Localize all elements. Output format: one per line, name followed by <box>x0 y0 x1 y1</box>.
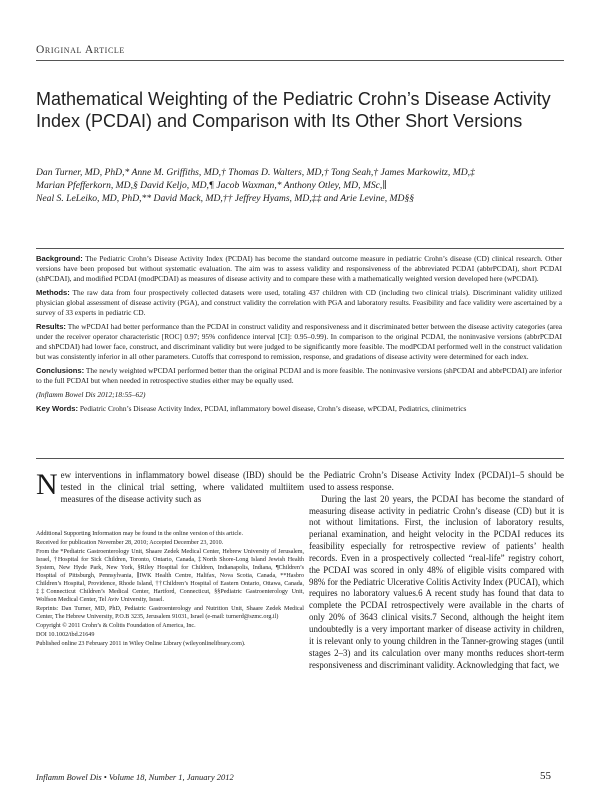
abstract-bottom-rule <box>36 458 564 459</box>
section-label: Original Article <box>36 44 125 56</box>
abstract-heading: Methods: <box>36 288 70 297</box>
keywords-text: Pediatric Crohn’s Disease Activity Index, PCDAI, inflammatory bowel disease, Crohn’s disease, wPCDAI, Pediatrics, clinimetrics <box>79 404 467 413</box>
abstract-methods <box>36 288 562 318</box>
abstract-heading: Background: <box>36 254 83 263</box>
keywords-heading: Key Words: <box>36 404 79 413</box>
abstract-top-rule <box>36 248 564 249</box>
footnote: Additional Supporting Information may be found in the online version of this article. <box>36 531 243 537</box>
intro-paragraph <box>36 470 304 506</box>
body-right-column <box>309 470 564 671</box>
body-paragraph: the Pediatric Crohn’s Disease Activity Index (PCDAI)1–5 should be used to assess response. <box>309 470 564 492</box>
page-number: 55 <box>540 770 551 782</box>
journal-citation: (Inflamm Bowel Dis 2012;18:55–62) <box>36 390 146 399</box>
footnotes <box>36 530 304 649</box>
abstract-results <box>36 322 562 362</box>
abstract-text: The wPCDAI had better performance than the PCDAI in construct validity and responsiveness and it discriminated better between the disease activity categories (area under the receiver operator characteristic [ROC] 0.97; 95% confidence interval [CI]: 0.95–0.99). In comparison to the original PCDAI, the noninvasive versions (abbrPCDAI and shPCDAI) had lower face, construct, and discriminant validity but were judged to be significantly more feasible. The modPCDAI performed well in the construct validation but was consistently inferior in all other parameters. Cutoffs that correspond to remission, response, and gradations of disease activity were determined for each index. <box>36 322 562 361</box>
footnote: Published online 23 February 2011 in Wiley Online Library (wileyonlinelibrary.com). <box>36 641 246 647</box>
author-line: Neal S. LeLeiko, MD, PhD,** David Mack, MD,†† Jeffrey Hyams, MD,‡‡ and Arie Levine, MD§§ <box>36 193 415 205</box>
abstract-heading: Results: <box>36 322 66 331</box>
footnote: From the *Pediatric Gastroenterology Unit, Shaare Zedek Medical Center, Hebrew University of Jerusalem, Israel, †Hospital for Sick Children, Toronto, Ontario, Canada, ‡North Shore-Long Island Jewish Health System, New Hyde Park, New York, §Riley Hospital for Children, Indianapolis, Indiana, ¶Children’s Hospital of Pittsburgh, Pennsylvania, ∥IWK Health Centre, Halifax, Nova Scotia, Canada, **Hasbro Children’s Hospital, Providence, Rhode Island, ††Children’s Hospital of Eastern Ontario, Ottawa, Canada, ‡‡Connecticut Children’s Medical Center, Hartford, Connecticut, §§Pediatric Gastroenterology Unit, Wolfson Medical Center, Tel Aviv University, Israel. <box>36 549 304 603</box>
footnote: Received for publication November 28, 2010; Accepted December 23, 2010. <box>36 540 224 546</box>
footnote: Reprints: Dan Turner, MD, PhD, Pediatric Gastroenterology and Nutrition Unit, Shaare Zedek Medical Center, The Hebrew University, P.O.B 3235, Jerusalem 91031, Israel (e-mail: turnerd@szmc.org.il) <box>36 606 304 620</box>
running-footer: Inflamm Bowel Dis • Volume 18, Number 1, January 2012 <box>36 772 234 782</box>
drop-cap: N <box>36 468 58 501</box>
abstract-conclusions <box>36 366 562 386</box>
footnote: Copyright © 2011 Crohn’s & Colitis Foundation of America, Inc. <box>36 623 196 629</box>
article-title: Mathematical Weighting of the Pediatric Crohn’s Disease Activity Index (PCDAI) and Comparison with Its Other Short Versions <box>36 89 551 131</box>
footnote: DOI 10.1002/ibd.21649 <box>36 632 95 638</box>
abstract <box>36 254 562 418</box>
abstract-text: The Pediatric Crohn’s Disease Activity Index (PCDAI) has become the standard outcome measure in pediatric Crohn’s disease (CD) clinical research. Other versions have been proposed but without systematic evaluation. The aim was to assess validity and responsiveness of the abbreviated PCDAI (abbrPCDAI), short PCDAI (shPCDAI), and modified PCDAI (modPCDAI) as measures of disease activity and to compare these with a mathematically weighted version developed here (wPCDAI). <box>36 254 562 283</box>
author-line: Marian Pfefferkorn, MD,§ David Keljo, MD,¶ Jacob Waxman,* Anthony Otley, MD, MSc,∥ <box>36 180 387 192</box>
abstract-text: The newly weighted wPCDAI performed better than the original PCDAI and is more feasible. The noninvasive versions (shPCDAI and abbrPCDAI) are inferior to the full PCDAI but when needed in retrospective studies either may be equally used. <box>36 366 563 385</box>
abstract-text: The raw data from four prospectively collected datasets were used, totaling 437 children with CD (including two clinical trials). Discriminant validity utilized physician global assessment of disease activity (PGA), and construct validity the correlation with PGA and laboratory results. Feasibility and face validity were ascertained by a survey of 33 experts in pediatric CD. <box>36 288 562 317</box>
author-list <box>36 166 566 206</box>
keywords <box>36 404 562 414</box>
author-line: Dan Turner, MD, PhD,* Anne M. Griffiths, MD,† Thomas D. Walters, MD,† Tong Seah,† James Markowitz, MD,‡ <box>36 167 475 178</box>
intro-text: ew interventions in inflammatory bowel disease (IBD) should be tested in the clinical trial setting, where validated multiitem measures of the disease activity such as <box>60 470 304 504</box>
top-rule <box>36 60 564 61</box>
abstract-background <box>36 254 562 284</box>
body-paragraph: During the last 20 years, the PCDAI has become the standard of measuring disease activity in pediatric Crohn’s disease (CD) but it is not without limitations. First, the inclusion of laboratory results, perianal examination, and height velocity in the PCDAI reduces its feasibility especially for retrospective review of patients’ health records. Even in a prospectively collected “real-life” registry cohort, the PCDAI was scored in only 48% of eligible visits compared with 98% for the Pediatric Ulcerative Colitis Activity Index (PUCAI), which requires no laboratory values.6 A recent study has found that data to complete the PCDAI retrospectively were available in the charts of only 20% of 3643 clinical visits.7 Second, although the height item undoubtedly is a very important marker of disease activity in children, it is relevant only to young children in the Tanner-growing stages (until stages 2–3) and its calculation over many months reduces short-term responsiveness and discriminant validity. Acknowledging that fact, we <box>309 493 564 670</box>
abstract-heading: Conclusions: <box>36 366 85 375</box>
